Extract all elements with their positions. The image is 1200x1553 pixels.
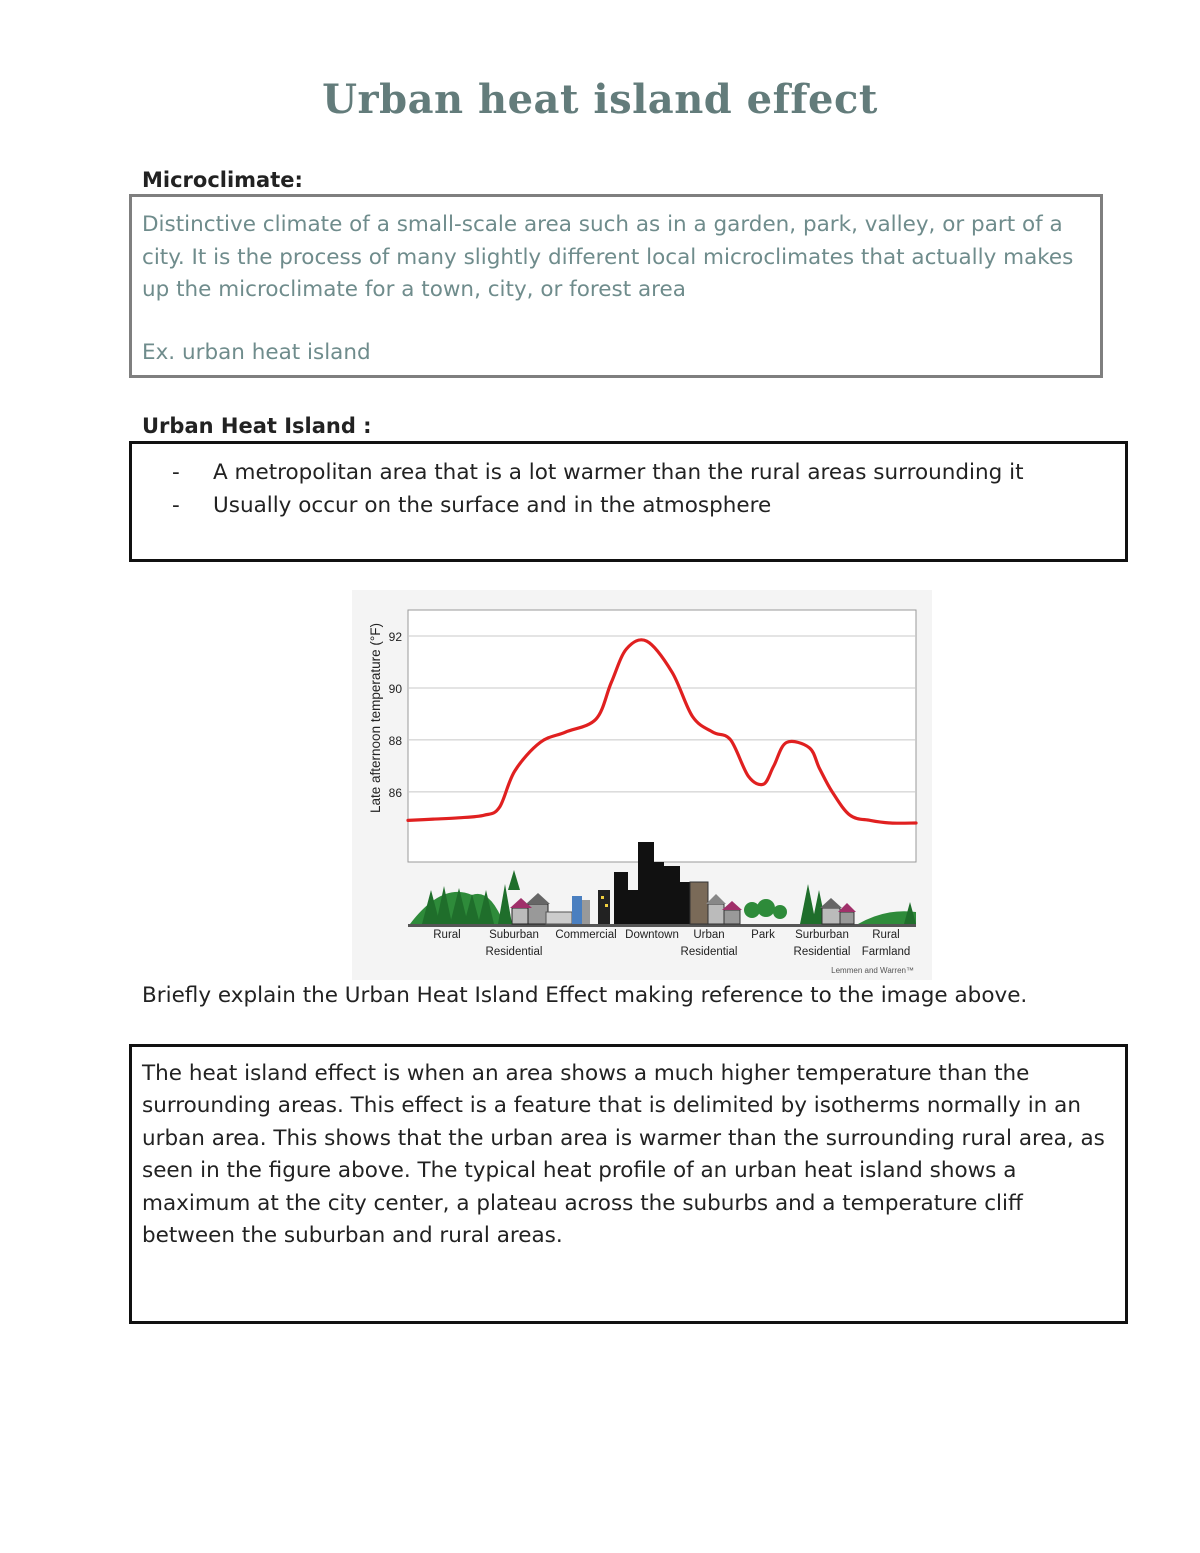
x-category-label: Residential	[485, 946, 543, 958]
chart-credit: Lemmen and Warren™	[831, 966, 914, 975]
uhi-heading: Urban Heat Island :	[142, 414, 372, 438]
x-category-label: Rural	[433, 929, 461, 941]
y-tick-label: 90	[388, 681, 402, 696]
x-category-label: Surburban	[795, 929, 849, 941]
uhi-bullet: - A metropolitan area that is a lot warmer than the rural areas surrounding it	[172, 457, 1125, 490]
x-category-label: Residential	[793, 946, 851, 958]
uhi-box	[129, 441, 1128, 562]
page-title: Urban heat island effect	[322, 76, 878, 123]
x-category-label: Farmland	[861, 946, 911, 958]
x-category-label: Rural	[872, 929, 900, 941]
answer-text: The heat island effect is when an area shows a much higher temperature than the surrounding areas. This effect is a feature that is delimited by isotherms normally in an urban area. This shows that the urban area is warmer than the surrounding rural area, as seen in the figure above. The typical heat profile of an urban heat island shows a maximum at the city center, a plateau across the suburbs and a temperature cliff between the suburban and rural areas.	[142, 1061, 1105, 1249]
y-axis-label: Late afternoon temperature (°F)	[368, 623, 383, 813]
answer-box[interactable]	[129, 1044, 1128, 1324]
microclimate-heading: Microclimate:	[142, 168, 303, 192]
microclimate-example: Ex. urban heat island	[142, 339, 371, 365]
microclimate-box	[129, 194, 1103, 378]
x-category-label: Urban	[693, 929, 725, 941]
question-text: Briefly explain the Urban Heat Island Effect making reference to the image above.	[142, 983, 1028, 1008]
y-tick-label: 88	[388, 733, 402, 748]
uhi-bullet-list	[172, 457, 1125, 522]
uhi-bullet: - Usually occur on the surface and in the atmosphere	[172, 490, 1125, 523]
x-category-label: Park	[751, 929, 775, 941]
x-category-label: Suburban	[489, 929, 539, 941]
x-category-label: Downtown	[625, 929, 679, 941]
y-tick-label: 86	[388, 785, 402, 800]
x-category-label: Residential	[680, 946, 738, 958]
plot-area	[408, 610, 916, 862]
y-tick-label: 92	[388, 629, 402, 644]
microclimate-definition: Distinctive climate of a small-scale area such as in a garden, park, valley, or part of a city. It is the process of many slightly different local microclimates that actually makes up the microclimate for a town, city, or forest area	[142, 212, 1074, 302]
x-category-label: Commercial	[555, 929, 617, 941]
uhi-chart	[352, 590, 932, 980]
